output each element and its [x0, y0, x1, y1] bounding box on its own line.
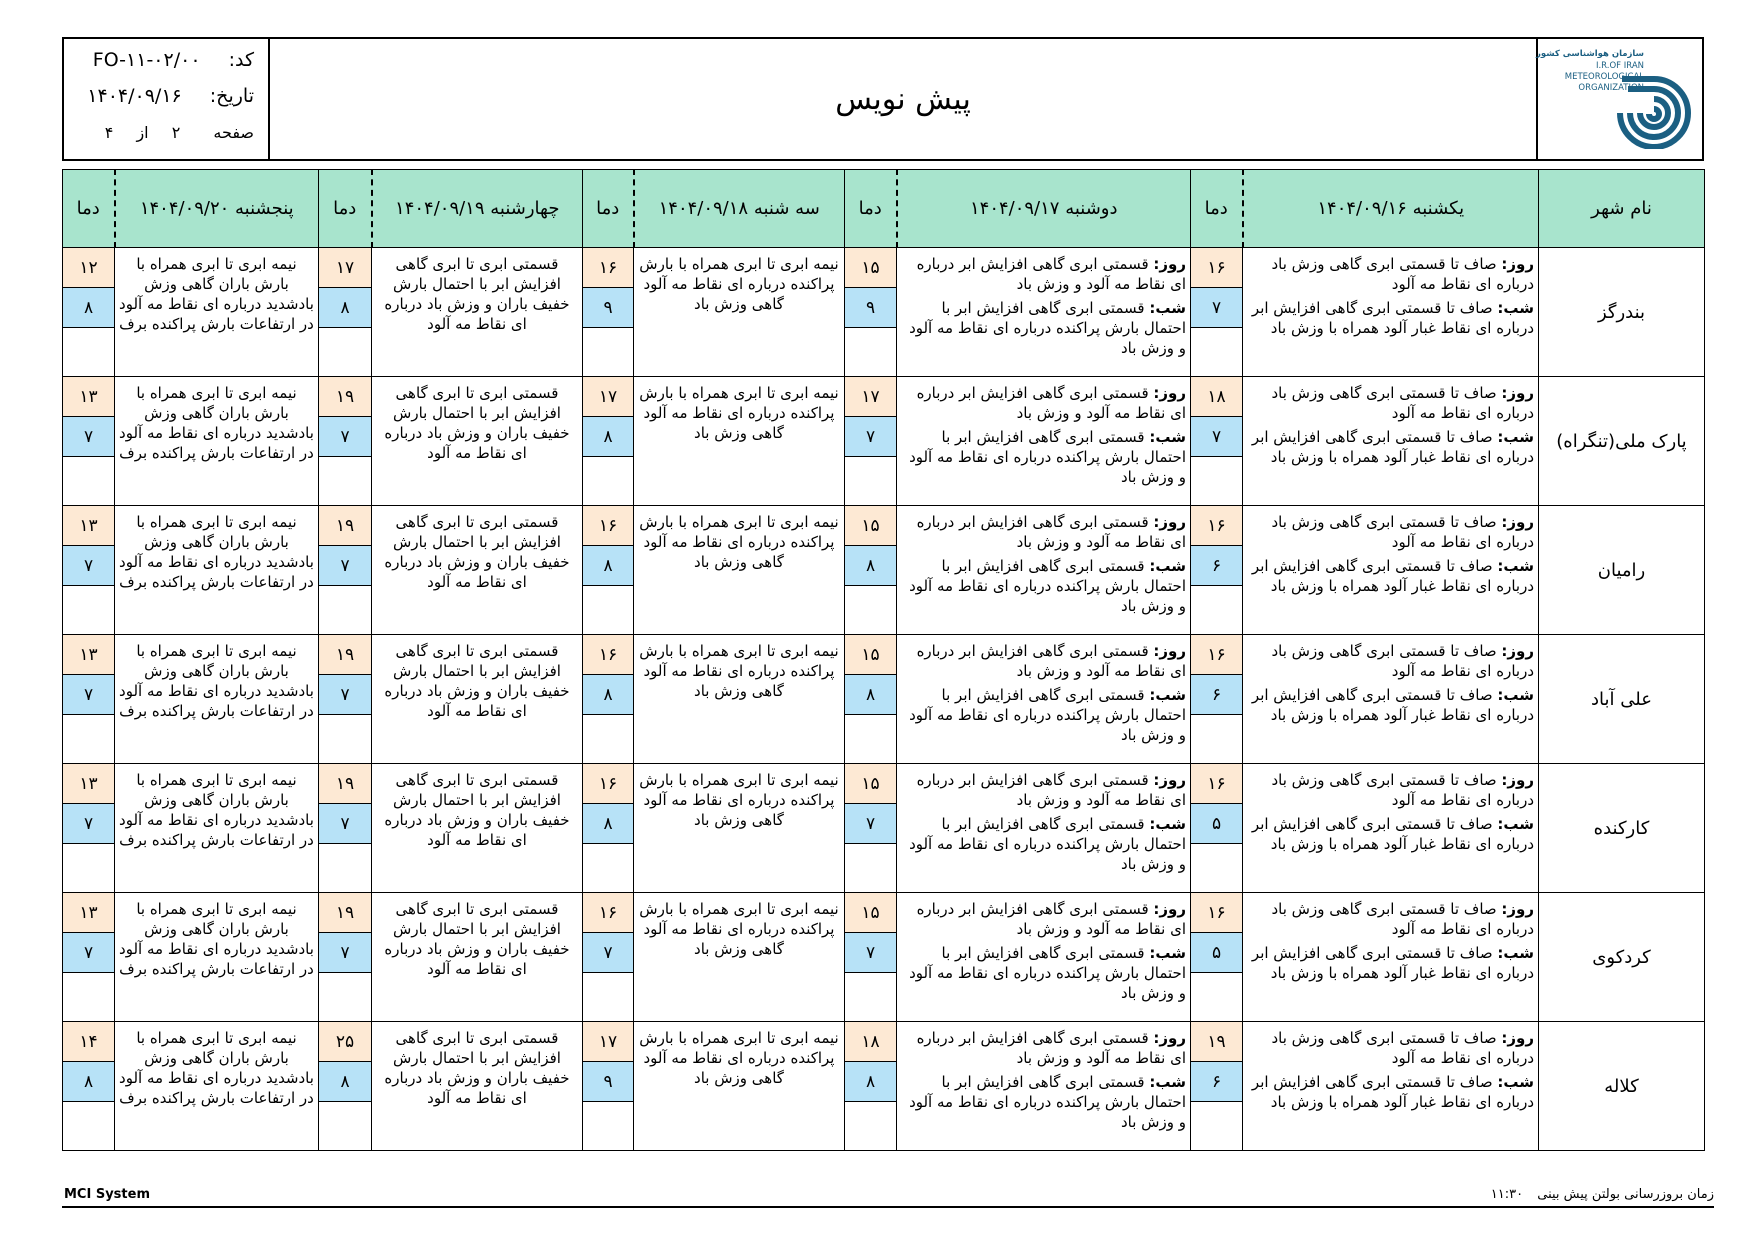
min-temp: ۸ — [583, 417, 633, 457]
night-forecast-text: قسمتی ابری گاهی افزایش ابر با احتمال بارش پراکنده درباره ای نقاط مه آلود و وزش باد — [909, 428, 1186, 486]
forecast-text — [1243, 635, 1539, 764]
min-temp: ۷ — [319, 933, 371, 973]
date-value: ۱۴۰۴/۰۹/۱۶ — [87, 85, 182, 107]
temp-cell — [845, 764, 897, 893]
day-forecast — [1247, 770, 1534, 810]
max-temp: ۱۶ — [583, 506, 633, 546]
min-temp: ۷ — [63, 417, 114, 457]
day-forecast — [1247, 512, 1534, 552]
day-forecast — [901, 641, 1186, 681]
temp-header: دما — [1191, 170, 1243, 248]
night-forecast — [1247, 298, 1534, 338]
min-temp: ۶ — [1191, 1062, 1242, 1102]
day-label: روز: — [1153, 384, 1186, 402]
forecast-text: نیمه ابری تا ابری همراه با بارش پراکنده درباره ای نقاط مه آلود گاهی وزش باد — [634, 893, 845, 1022]
forecast-text: نیمه ابری تا ابری همراه با بارش پراکنده درباره ای نقاط مه آلود گاهی وزش باد — [634, 248, 845, 377]
day-forecast — [1247, 254, 1534, 294]
date-line — [87, 85, 254, 107]
night-label: شب: — [1497, 944, 1534, 962]
min-temp: ۷ — [63, 675, 114, 715]
min-temp: ۸ — [319, 288, 371, 328]
max-temp: ۱۶ — [1191, 635, 1242, 675]
header-row — [63, 170, 1705, 248]
night-label: شب: — [1497, 686, 1534, 704]
min-temp: ۸ — [845, 546, 896, 586]
day-label: روز: — [1153, 900, 1186, 918]
footer-update-time: ۱۱:۳۰ — [1490, 1187, 1524, 1202]
day-header: یکشنبه ۱۴۰۴/۰۹/۱۶ — [1243, 170, 1539, 248]
day-label: روز: — [1153, 642, 1186, 660]
temp-cell — [63, 764, 115, 893]
max-temp: ۱۹ — [319, 893, 371, 933]
max-temp: ۱۳ — [63, 506, 114, 546]
city-name: کلاله — [1539, 1022, 1705, 1151]
night-forecast-text: صاف تا قسمتی ابری گاهی افزایش ابر درباره ای نقاط غبار آلود همراه با وزش باد — [1251, 1073, 1534, 1111]
min-temp: ۶ — [1191, 675, 1242, 715]
max-temp: ۱۶ — [1191, 506, 1242, 546]
max-temp: ۱۷ — [583, 377, 633, 417]
temp-cell — [1191, 635, 1243, 764]
night-label: شب: — [1149, 299, 1186, 317]
day-forecast — [1247, 383, 1534, 423]
min-temp: ۵ — [1191, 804, 1242, 844]
forecast-text: قسمتی ابری تا ابری گاهی افزایش ابر با احتمال بارش خفیف باران و وزش باد درباره ای نقاط مه آلود — [372, 764, 583, 893]
min-temp: ۷ — [583, 933, 633, 973]
max-temp: ۱۷ — [583, 1022, 633, 1062]
forecast-text — [897, 1022, 1191, 1151]
night-label: شب: — [1149, 686, 1186, 704]
min-temp: ۷ — [319, 546, 371, 586]
forecast-text — [897, 764, 1191, 893]
page-total: ۴ — [104, 123, 114, 142]
min-temp: ۷ — [1191, 417, 1242, 457]
night-forecast — [901, 685, 1186, 745]
forecast-text — [1243, 893, 1539, 1022]
temp-cell — [1191, 893, 1243, 1022]
night-forecast — [1247, 814, 1534, 854]
max-temp: ۱۷ — [319, 248, 371, 288]
temp-cell — [583, 506, 634, 635]
day-forecast — [901, 770, 1186, 810]
max-temp: ۱۶ — [1191, 248, 1242, 288]
city-name: علی آباد — [1539, 635, 1705, 764]
temp-cell — [63, 248, 115, 377]
temp-header: دما — [63, 170, 115, 248]
page-label: صفحه — [213, 123, 254, 142]
table-row — [63, 377, 1705, 506]
document-meta — [64, 39, 270, 159]
forecast-text: نیمه ابری تا ابری همراه با بارش باران گاهی وزش بادشدید درباره ای نقاط مه آلود در ارتفاعات بارش پراکنده برف — [115, 635, 319, 764]
temp-cell — [1191, 377, 1243, 506]
min-temp: ۷ — [63, 804, 114, 844]
day-label: روز: — [1153, 255, 1186, 273]
day-label: روز: — [1501, 900, 1534, 918]
night-forecast-text: قسمتی ابری گاهی افزایش ابر با احتمال بارش پراکنده درباره ای نقاط مه آلود و وزش باد — [909, 557, 1186, 615]
code-value: FO-۱۱-۰۲/۰۰ — [92, 49, 201, 71]
temp-cell — [319, 893, 372, 1022]
night-label: شب: — [1149, 428, 1186, 446]
day-forecast-text: صاف تا قسمتی ابری گاهی وزش باد درباره ای نقاط مه آلود — [1271, 255, 1534, 293]
max-temp: ۱۹ — [1191, 1022, 1242, 1062]
night-forecast — [901, 298, 1186, 358]
day-forecast — [901, 254, 1186, 294]
table-row — [63, 506, 1705, 635]
night-forecast-text: قسمتی ابری گاهی افزایش ابر با احتمال بارش پراکنده درباره ای نقاط مه آلود و وزش باد — [909, 815, 1186, 873]
max-temp: ۱۶ — [1191, 764, 1242, 804]
temp-cell — [1191, 506, 1243, 635]
max-temp: ۱۶ — [583, 635, 633, 675]
footer-update-label: زمان بروزرسانی بولتن پیش بینی — [1537, 1187, 1714, 1202]
day-label: روز: — [1501, 642, 1534, 660]
max-temp: ۱۵ — [845, 893, 896, 933]
max-temp: ۱۶ — [1191, 893, 1242, 933]
min-temp: ۸ — [845, 1062, 896, 1102]
day-forecast-text: صاف تا قسمتی ابری گاهی وزش باد درباره ای نقاط مه آلود — [1271, 1029, 1534, 1067]
temp-cell — [583, 635, 634, 764]
night-label: شب: — [1497, 428, 1534, 446]
forecast-text — [1243, 764, 1539, 893]
city-header: نام شهر — [1539, 170, 1705, 248]
temp-cell — [319, 635, 372, 764]
min-temp: ۸ — [63, 1062, 114, 1102]
temp-header: دما — [319, 170, 372, 248]
temp-cell — [319, 1022, 372, 1151]
temp-cell — [1191, 248, 1243, 377]
temp-cell — [63, 377, 115, 506]
max-temp: ۱۷ — [845, 377, 896, 417]
forecast-text: قسمتی ابری تا ابری گاهی افزایش ابر با احتمال بارش خفیف باران و وزش باد درباره ای نقاط مه آلود — [372, 248, 583, 377]
table-row — [63, 764, 1705, 893]
night-label: شب: — [1497, 299, 1534, 317]
min-temp: ۷ — [845, 417, 896, 457]
forecast-text: قسمتی ابری تا ابری گاهی افزایش ابر با احتمال بارش خفیف باران و وزش باد درباره ای نقاط مه آلود — [372, 1022, 583, 1151]
min-temp: ۷ — [1191, 288, 1242, 328]
temp-cell — [583, 1022, 634, 1151]
forecast-text: نیمه ابری تا ابری همراه با بارش باران گاهی وزش بادشدید درباره ای نقاط مه آلود در ارتفاعات بارش پراکنده برف — [115, 764, 319, 893]
day-forecast — [1247, 641, 1534, 681]
logo-line1: I.R.OF IRAN — [1595, 61, 1644, 71]
max-temp: ۱۹ — [319, 764, 371, 804]
day-label: روز: — [1153, 513, 1186, 531]
day-forecast — [901, 1028, 1186, 1068]
max-temp: ۱۵ — [845, 764, 896, 804]
temp-cell — [1191, 1022, 1243, 1151]
forecast-text: نیمه ابری تا ابری همراه با بارش پراکنده درباره ای نقاط مه آلود گاهی وزش باد — [634, 764, 845, 893]
table-row — [63, 248, 1705, 377]
temp-cell — [845, 506, 897, 635]
forecast-text: قسمتی ابری تا ابری گاهی افزایش ابر با احتمال بارش خفیف باران و وزش باد درباره ای نقاط مه آلود — [372, 635, 583, 764]
temp-cell — [583, 377, 634, 506]
temp-cell — [63, 893, 115, 1022]
day-label: روز: — [1153, 771, 1186, 789]
day-forecast-text: قسمتی ابری گاهی افزایش ابر درباره ای نقاط مه آلود و وزش باد — [916, 384, 1186, 422]
forecast-text — [897, 893, 1191, 1022]
max-temp: ۱۹ — [319, 635, 371, 675]
max-temp: ۱۳ — [63, 635, 114, 675]
city-name: کردکوی — [1539, 893, 1705, 1022]
day-header: چهارشنبه ۱۴۰۴/۰۹/۱۹ — [372, 170, 583, 248]
day-forecast-text: قسمتی ابری گاهی افزایش ابر درباره ای نقاط مه آلود و وزش باد — [916, 1029, 1186, 1067]
table-row — [63, 635, 1705, 764]
logo-org-fa: سازمان هواشناسی کشور — [1535, 49, 1644, 59]
day-forecast-text: قسمتی ابری گاهی افزایش ابر درباره ای نقاط مه آلود و وزش باد — [916, 642, 1186, 680]
max-temp: ۱۵ — [845, 635, 896, 675]
night-forecast-text: صاف تا قسمتی ابری گاهی افزایش ابر درباره ای نقاط غبار آلود همراه با وزش باد — [1251, 815, 1534, 853]
night-label: شب: — [1497, 1073, 1534, 1091]
date-label: تاریخ: — [209, 85, 254, 107]
min-temp: ۷ — [319, 804, 371, 844]
max-temp: ۲۵ — [319, 1022, 371, 1062]
night-forecast-text: صاف تا قسمتی ابری گاهی افزایش ابر درباره ای نقاط غبار آلود همراه با وزش باد — [1251, 428, 1534, 466]
forecast-text — [897, 635, 1191, 764]
day-forecast-text: صاف تا قسمتی ابری گاهی وزش باد درباره ای نقاط مه آلود — [1271, 900, 1534, 938]
organization-logo — [1536, 39, 1702, 159]
forecast-table — [62, 169, 1705, 1151]
night-forecast — [901, 943, 1186, 1003]
night-label: شب: — [1497, 815, 1534, 833]
day-label: روز: — [1501, 513, 1534, 531]
day-forecast — [901, 383, 1186, 423]
min-temp: ۸ — [583, 546, 633, 586]
night-forecast-text: صاف تا قسمتی ابری گاهی افزایش ابر درباره ای نقاط غبار آلود همراه با وزش باد — [1251, 944, 1534, 982]
night-forecast-text: قسمتی ابری گاهی افزایش ابر با احتمال بارش پراکنده درباره ای نقاط مه آلود و وزش باد — [909, 686, 1186, 744]
max-temp: ۱۶ — [583, 764, 633, 804]
day-forecast — [1247, 899, 1534, 939]
min-temp: ۹ — [845, 288, 896, 328]
forecast-text: نیمه ابری تا ابری همراه با بارش پراکنده درباره ای نقاط مه آلود گاهی وزش باد — [634, 1022, 845, 1151]
max-temp: ۱۲ — [63, 248, 114, 288]
day-forecast-text: قسمتی ابری گاهی افزایش ابر درباره ای نقاط مه آلود و وزش باد — [916, 513, 1186, 551]
night-label: شب: — [1149, 557, 1186, 575]
day-forecast-text: صاف تا قسمتی ابری گاهی وزش باد درباره ای نقاط مه آلود — [1271, 384, 1534, 422]
max-temp: ۱۵ — [845, 248, 896, 288]
max-temp: ۱۸ — [1191, 377, 1242, 417]
city-name: رامیان — [1539, 506, 1705, 635]
day-header: پنجشنبه ۱۴۰۴/۰۹/۲۰ — [115, 170, 319, 248]
night-forecast — [1247, 1072, 1534, 1112]
max-temp: ۱۴ — [63, 1022, 114, 1062]
max-temp: ۱۳ — [63, 377, 114, 417]
min-temp: ۷ — [63, 933, 114, 973]
forecast-text — [897, 506, 1191, 635]
forecast-text — [1243, 1022, 1539, 1151]
max-temp: ۱۹ — [319, 506, 371, 546]
min-temp: ۸ — [845, 675, 896, 715]
night-forecast — [901, 1072, 1186, 1132]
temp-cell — [63, 635, 115, 764]
day-forecast-text: قسمتی ابری گاهی افزایش ابر درباره ای نقاط مه آلود و وزش باد — [916, 771, 1186, 809]
temp-cell — [319, 377, 372, 506]
day-forecast-text: قسمتی ابری گاهی افزایش ابر درباره ای نقاط مه آلود و وزش باد — [916, 900, 1186, 938]
night-forecast-text: صاف تا قسمتی ابری گاهی افزایش ابر درباره ای نقاط غبار آلود همراه با وزش باد — [1251, 557, 1534, 595]
forecast-text: نیمه ابری تا ابری همراه با بارش باران گاهی وزش بادشدید درباره ای نقاط مه آلود در ارتفاعات بارش پراکنده برف — [115, 1022, 319, 1151]
min-temp: ۷ — [63, 546, 114, 586]
night-forecast — [1247, 427, 1534, 467]
temp-cell — [583, 248, 634, 377]
night-forecast-text: صاف تا قسمتی ابری گاهی افزایش ابر درباره ای نقاط غبار آلود همراه با وزش باد — [1251, 299, 1534, 337]
forecast-text — [897, 377, 1191, 506]
forecast-text: نیمه ابری تا ابری همراه با بارش پراکنده درباره ای نقاط مه آلود گاهی وزش باد — [634, 506, 845, 635]
page-current: ۲ — [171, 123, 181, 142]
min-temp: ۸ — [583, 675, 633, 715]
temp-cell — [845, 377, 897, 506]
night-forecast — [1247, 685, 1534, 725]
min-temp: ۷ — [845, 804, 896, 844]
temp-cell — [1191, 764, 1243, 893]
forecast-text: قسمتی ابری تا ابری گاهی افزایش ابر با احتمال بارش خفیف باران و وزش باد درباره ای نقاط مه آلود — [372, 506, 583, 635]
city-name: کارکنده — [1539, 764, 1705, 893]
temp-cell — [319, 248, 372, 377]
city-name: بندرگز — [1539, 248, 1705, 377]
night-label: شب: — [1149, 944, 1186, 962]
min-temp: ۹ — [583, 1062, 633, 1102]
code-label: کد: — [228, 49, 254, 71]
min-temp: ۸ — [63, 288, 114, 328]
page-of: از — [136, 123, 149, 142]
day-forecast — [1247, 1028, 1534, 1068]
max-temp: ۱۶ — [583, 893, 633, 933]
day-forecast — [901, 899, 1186, 939]
day-label: روز: — [1501, 1029, 1534, 1047]
min-temp: ۶ — [1191, 546, 1242, 586]
forecast-text: نیمه ابری تا ابری همراه با بارش باران گاهی وزش بادشدید درباره ای نقاط مه آلود در ارتفاعات بارش پراکنده برف — [115, 377, 319, 506]
day-forecast — [901, 512, 1186, 552]
night-forecast-text: صاف تا قسمتی ابری گاهی افزایش ابر درباره ای نقاط غبار آلود همراه با وزش باد — [1251, 686, 1534, 724]
footer-divider — [62, 1206, 1714, 1208]
forecast-text — [1243, 377, 1539, 506]
night-label: شب: — [1149, 815, 1186, 833]
temp-cell — [845, 893, 897, 1022]
table-row — [63, 1022, 1705, 1151]
night-forecast — [901, 814, 1186, 874]
min-temp: ۸ — [319, 1062, 371, 1102]
day-forecast-text: صاف تا قسمتی ابری گاهی وزش باد درباره ای نقاط مه آلود — [1271, 642, 1534, 680]
page-title: پیش نویس — [835, 81, 971, 117]
forecast-text: نیمه ابری تا ابری همراه با بارش پراکنده درباره ای نقاط مه آلود گاهی وزش باد — [634, 635, 845, 764]
day-label: روز: — [1153, 1029, 1186, 1047]
document-header — [62, 37, 1704, 161]
temp-cell — [845, 248, 897, 377]
night-forecast-text: قسمتی ابری گاهی افزایش ابر با احتمال بارش پراکنده درباره ای نقاط مه آلود و وزش باد — [909, 944, 1186, 1002]
day-header: دوشنبه ۱۴۰۴/۰۹/۱۷ — [897, 170, 1191, 248]
temp-cell — [319, 506, 372, 635]
max-temp: ۱۸ — [845, 1022, 896, 1062]
day-label: روز: — [1501, 255, 1534, 273]
night-forecast-text: قسمتی ابری گاهی افزایش ابر با احتمال بارش پراکنده درباره ای نقاط مه آلود و وزش باد — [909, 299, 1186, 357]
city-name: پارک ملی(تنگراه) — [1539, 377, 1705, 506]
min-temp: ۵ — [1191, 933, 1242, 973]
temp-header: دما — [845, 170, 897, 248]
night-forecast — [1247, 556, 1534, 596]
night-label: شب: — [1149, 1073, 1186, 1091]
temp-cell — [583, 893, 634, 1022]
forecast-text: قسمتی ابری تا ابری گاهی افزایش ابر با احتمال بارش خفیف باران و وزش باد درباره ای نقاط مه آلود — [372, 377, 583, 506]
max-temp: ۱۶ — [583, 248, 633, 288]
day-forecast-text: قسمتی ابری گاهی افزایش ابر درباره ای نقاط مه آلود و وزش باد — [916, 255, 1186, 293]
night-forecast-text: قسمتی ابری گاهی افزایش ابر با احتمال بارش پراکنده درباره ای نقاط مه آلود و وزش باد — [909, 1073, 1186, 1131]
forecast-text — [897, 248, 1191, 377]
max-temp: ۱۵ — [845, 506, 896, 546]
max-temp: ۱۹ — [319, 377, 371, 417]
footer-system: MCI System — [64, 1187, 150, 1202]
temp-cell — [845, 1022, 897, 1151]
max-temp: ۱۳ — [63, 893, 114, 933]
logo-line3: ORGANIZATION — [1578, 83, 1644, 93]
min-temp: ۷ — [319, 675, 371, 715]
temp-cell — [583, 764, 634, 893]
table-row — [63, 893, 1705, 1022]
footer-update — [1491, 1187, 1714, 1202]
forecast-text: نیمه ابری تا ابری همراه با بارش پراکنده درباره ای نقاط مه آلود گاهی وزش باد — [634, 377, 845, 506]
forecast-text — [1243, 248, 1539, 377]
night-forecast — [901, 556, 1186, 616]
page-line — [105, 123, 254, 142]
min-temp: ۸ — [583, 804, 633, 844]
max-temp: ۱۳ — [63, 764, 114, 804]
code-line — [93, 49, 254, 71]
forecast-text: نیمه ابری تا ابری همراه با بارش باران گاهی وزش بادشدید درباره ای نقاط مه آلود در ارتفاعات بارش پراکنده برف — [115, 506, 319, 635]
temp-cell — [63, 1022, 115, 1151]
forecast-text: نیمه ابری تا ابری همراه با بارش باران گاهی وزش بادشدید درباره ای نقاط مه آلود در ارتفاعات بارش پراکنده برف — [115, 248, 319, 377]
night-forecast — [901, 427, 1186, 487]
forecast-text: قسمتی ابری تا ابری گاهی افزایش ابر با احتمال بارش خفیف باران و وزش باد درباره ای نقاط مه آلود — [372, 893, 583, 1022]
min-temp: ۹ — [583, 288, 633, 328]
temp-cell — [63, 506, 115, 635]
temp-header: دما — [583, 170, 634, 248]
day-forecast-text: صاف تا قسمتی ابری گاهی وزش باد درباره ای نقاط مه آلود — [1271, 513, 1534, 551]
day-label: روز: — [1501, 384, 1534, 402]
day-label: روز: — [1501, 771, 1534, 789]
forecast-text: نیمه ابری تا ابری همراه با بارش باران گاهی وزش بادشدید درباره ای نقاط مه آلود در ارتفاعات بارش پراکنده برف — [115, 893, 319, 1022]
temp-cell — [845, 635, 897, 764]
night-label: شب: — [1497, 557, 1534, 575]
min-temp: ۷ — [319, 417, 371, 457]
temp-cell — [319, 764, 372, 893]
night-forecast — [1247, 943, 1534, 983]
day-forecast-text: صاف تا قسمتی ابری گاهی وزش باد درباره ای نقاط مه آلود — [1271, 771, 1534, 809]
logo-line2: METEOROLOGICAL — [1564, 72, 1644, 82]
min-temp: ۷ — [845, 933, 896, 973]
forecast-text — [1243, 506, 1539, 635]
day-header: سه شنبه ۱۴۰۴/۰۹/۱۸ — [634, 170, 845, 248]
